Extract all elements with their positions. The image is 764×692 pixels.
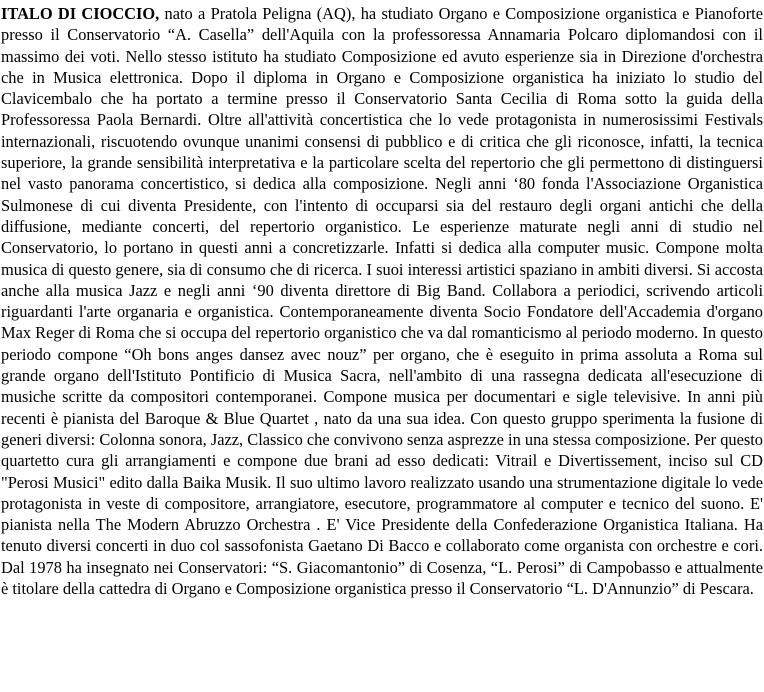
biography-text: nato a Pratola Peligna (AQ), ha studiato Organo e Composizione organistica e Pianoforte presso il Conservatorio “A. Casella” dell'Aquila con la professoressa Annamaria Polcaro diplomandosi con il massimo dei voti. Nello stesso istituto ha studiato Composizione ed avuto esperienze sia in Direzione d'orchestra che in Musica elettronica. Dopo il diploma in Organo e Composizione organistica ha iniziato lo studio del Clavicembalo che ha portato a termine presso il Conservatorio Santa Cecilia di Roma sotto la guida della Professoressa Paola Bernardi. Oltre all'attività concertistica che lo vede protagonista in numerosissimi Festivals internazionali, riscuotendo ovunque unanimi consensi di pubblico e di critica che gli riconosce, infatti, la tecnica superiore, la grande sensibilità interpretativa e la particolare scelta del repertorio che gli permettono di distinguersi nel vasto panorama concertistico, si dedica alla composizione. Negli anni ‘80 fonda l'Associazione Organistica Sulmonese di cui diventa Presidente, con l'intento di occuparsi sia del restauro degli organi antichi che della diffusione, mediante concerti, del repertorio organistico. Le esperienze maturate negli anni di studio nel Conservatorio, lo portano in questi anni a concretizzarle. Infatti si dedica alla computer music. Compone molta musica di questo genere, sia di consumo che di ricerca. I suoi interessi artistici spaziano in ambiti diversi. Si accosta anche alla musica Jazz e negli anni ‘90 diventa direttore di Big Band. Collabora a periodici, scrivendo articoli riguardanti l'arte organaria e organistica. Contemporaneamente diventa Socio Fondatore dell'Accademia d'organo Max Reger di Roma che si occupa del repertorio organistico che va dal romanticismo al periodo moderno. In questo periodo compone “Oh bons anges dansez avec nouz” per organo, che è eseguito in prima assoluta a Roma sul grande organo dell'Istituto Pontificio di Musica Sacra, nell'ambito di una rassegna dedicata all'esecuzione di musiche scritte da compositori contemporanei. Compone musica per documentari e sigle televisive. In anni più recenti è pianista del Baroque & Blue Quartet , nato da una sua idea. Con questo gruppo sperimenta la fusione di generi diversi: Colonna sonora, Jazz, Classico che convivono senza asprezze in una stessa composizione. Per questo quartetto cura gli arrangiamenti e compone due brani ad esso dedicati: Vitrail e Divertissement, inciso sul CD "Perosi Musici" edito dalla Baika Musik. Il suo ultimo lavoro realizzato usando una strumentazione digitale lo vede protagonista in veste di compositore, arrangiatore, esecutore, programmatore al computer e tecnico del suono. E' pianista nella The Modern Abruzzo Orchestra . E' Vice Presidente della Confederazione Organistica Italiana. Ha tenuto diversi concerti in duo col sassofonista Gaetano Di Bacco e collaborato come organista con orchestre e cori. Dal 1978 ha insegnato nei Conservatori: “S. Giacomantonio” di Cosenza, “L. Perosi” di Campobasso e attualmente è titolare della cattedra di Organo e Composizione organistica presso il Conservatorio “L. D'Annunzio” di Pescara. [1,4,763,599]
biography-paragraph [1,3,763,599]
artist-name: ITALO DI CIOCCIO, [1,4,160,23]
